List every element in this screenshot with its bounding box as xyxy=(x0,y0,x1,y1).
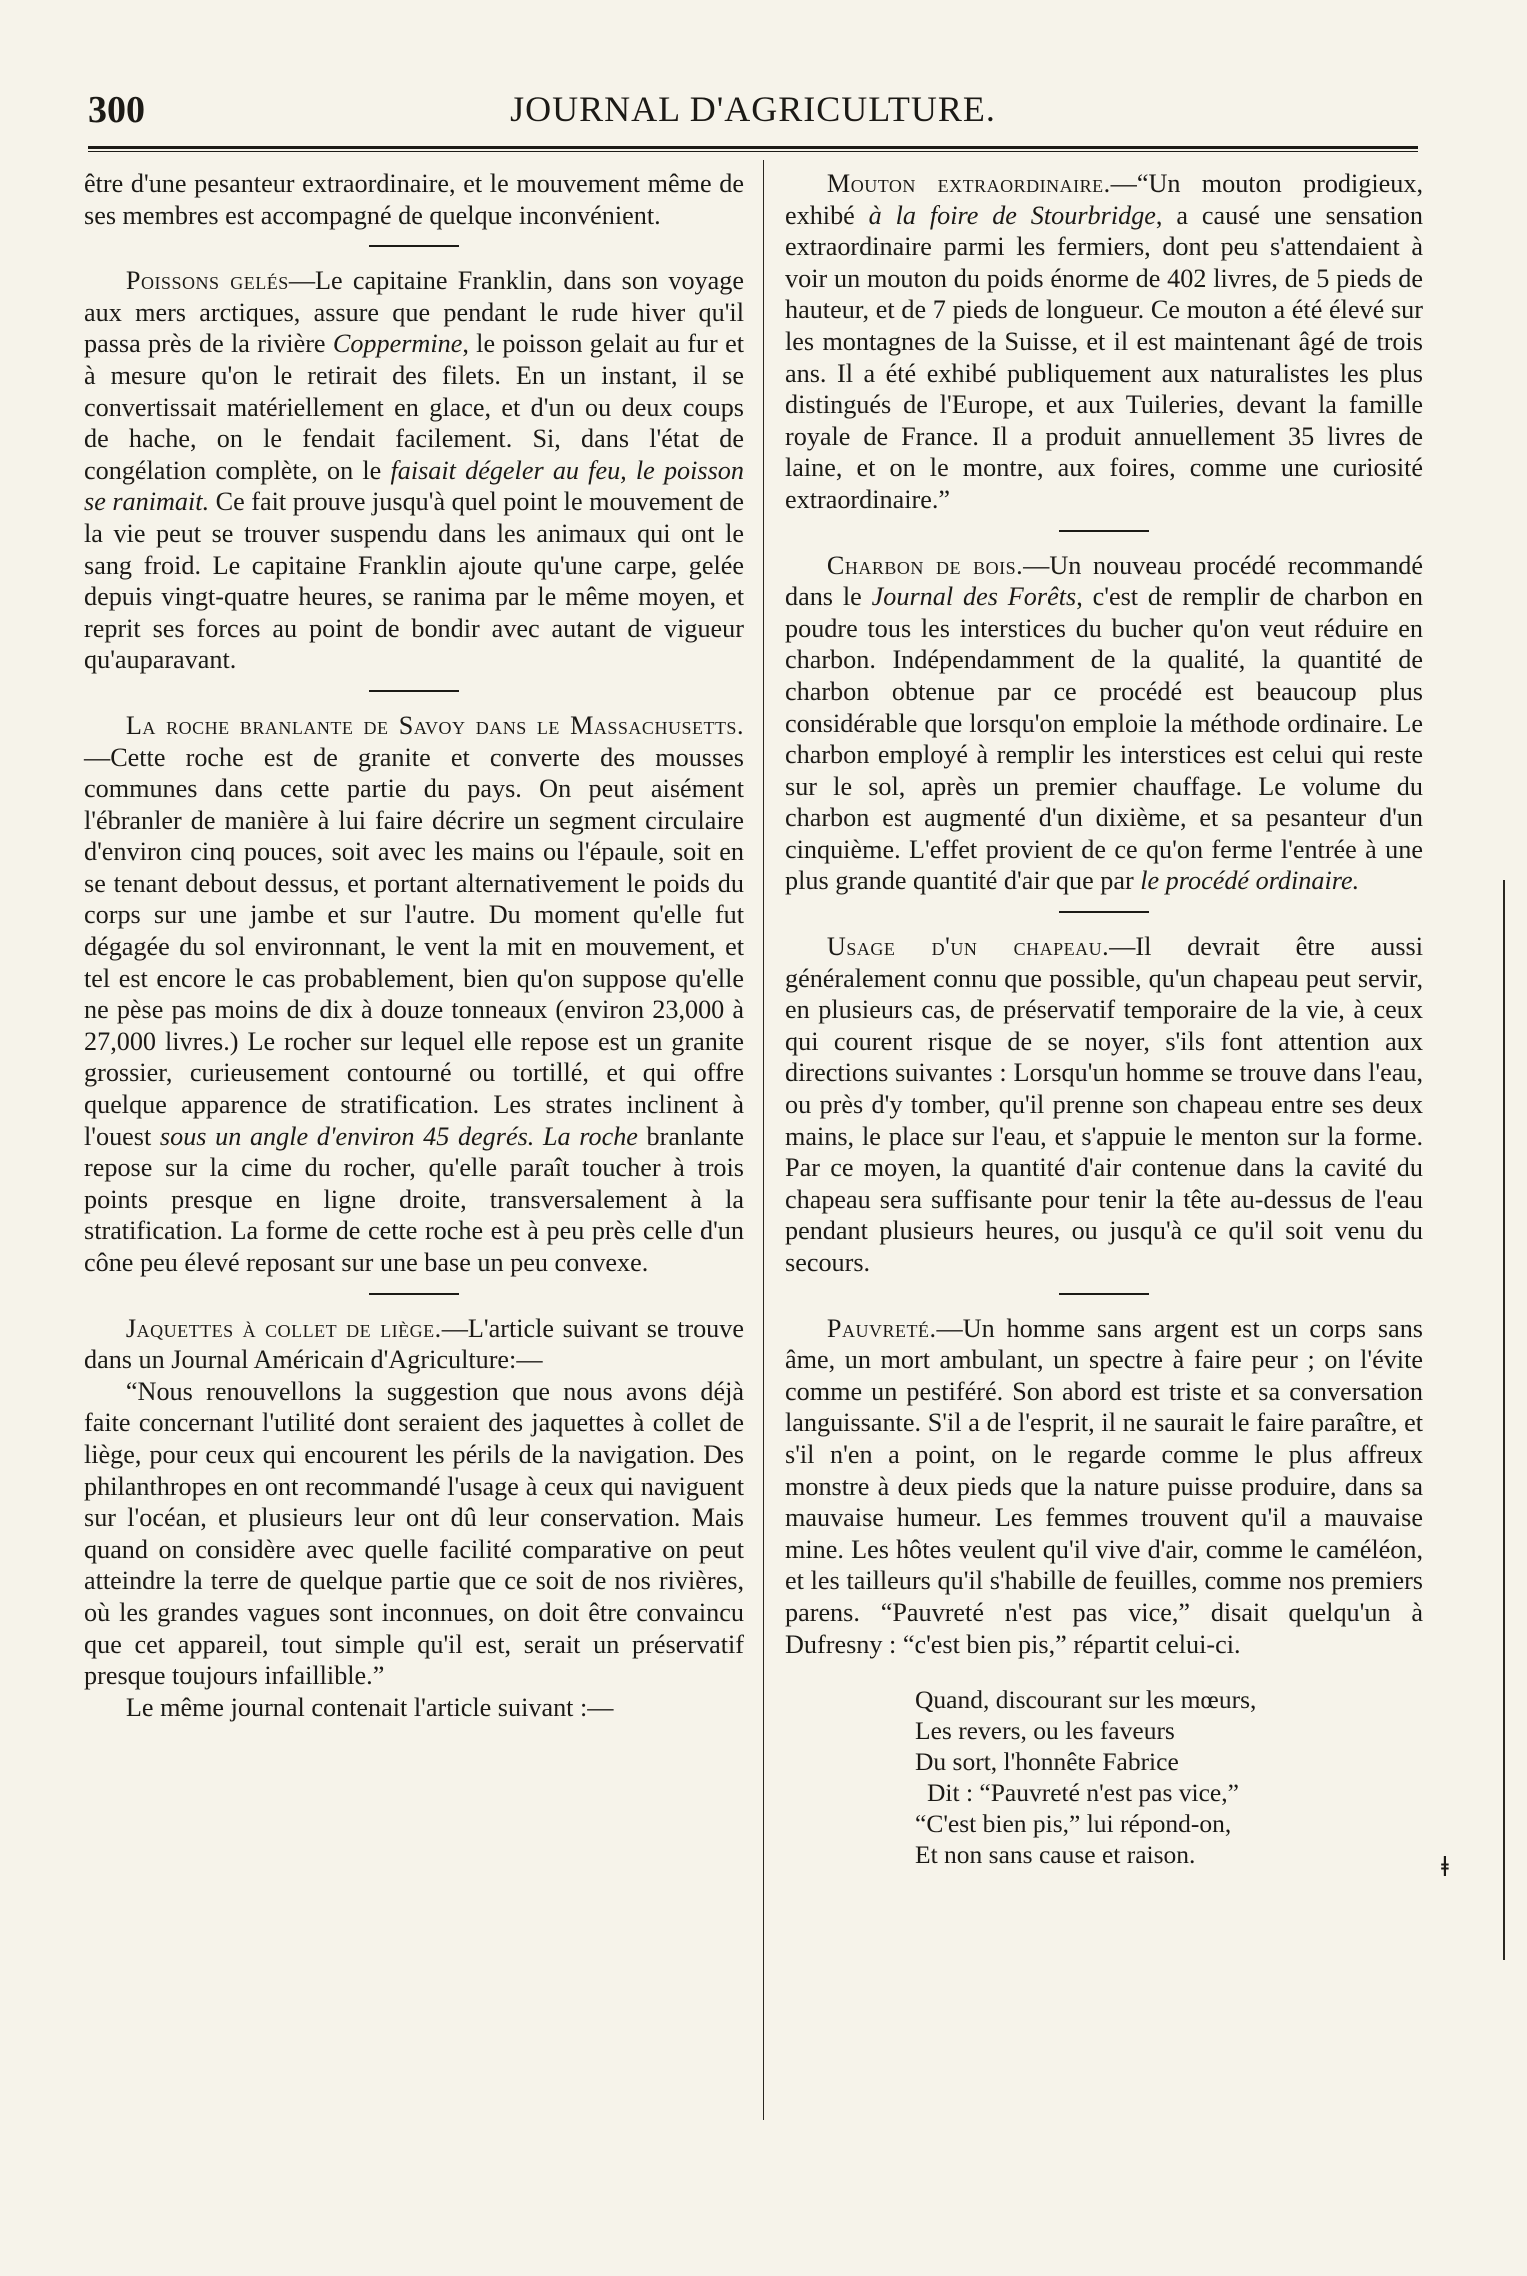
margin-rule xyxy=(1503,880,1505,1960)
separator xyxy=(369,1293,459,1295)
page-number: 300 xyxy=(88,89,145,131)
article-text: , a causé une sensation extraordinaire parmi les fermiers, dont peu s'attendaient à voir un mouton du poids énorme de 402 livres, de 5 pieds de hauteur, et de 7 pieds de longueur. Ce mouton a été élevé sur les montagnes de la Suisse, et il est maintenant âgé de trois ans. Il a été exhibé publiquement aux naturalistes les plus distingués de l'Europe, et aux Tuileries, devant la famille royale de France. Il a produit annuellement 35 livres de laine, et on le montre, aux foires, comme une curiosité extraordinaire.” xyxy=(785,200,1423,514)
separator xyxy=(1059,1293,1149,1295)
article-text: , le poisson gelait au fur et à mesure qu'on le retirait des filets. En un instant, il se convertissait matériellement en glace, et d'un ou deux coups de hache, on le fendait facilement. Si, dans l'état de congélation complète, on le xyxy=(84,329,744,485)
heading-roche: La roche branlante de Savoy dans le Massachusetts. xyxy=(125,710,744,740)
closing-line: Le même journal contenait l'article suivant :— xyxy=(125,1692,614,1722)
article-text: —L'article suivant se trouve dans un Journal Américain d'Agriculture:— xyxy=(84,1313,744,1375)
heading-jaquettes: Jaquettes à collet de liège. xyxy=(125,1313,442,1343)
separator xyxy=(369,245,459,247)
margin-mark: ǂ xyxy=(1441,1852,1449,1883)
article-text: , c'est de remplir de charbon en poudre tous les interstices du bucher qu'on veut réduire en charbon. Indépendamment de la qualité, la quantité de charbon obtenue par ce procédé est beaucoup plus considérable que lorsqu'on emploie la méthode ordinaire. Le charbon employé à remplir les interstices est celui qui reste sur le sol, après un premier chauffage. Le volume du charbon est augmenté d'un dixième, et sa pesanteur d'un cinquième. L'effet provient de ce qu'on ferme l'entrée à une plus grande quantité d'air que par xyxy=(785,582,1424,896)
heading-poissons: Poissons gelés xyxy=(125,266,289,296)
article-italic: à la foire de Stourbridge xyxy=(868,200,1156,230)
article-text: —Un nouveau procédé recommandé dans le xyxy=(785,550,1423,612)
article-charbon xyxy=(785,550,1423,898)
right-column xyxy=(785,168,1423,1870)
article-text: —Un homme sans argent est un corps sans âme, un mort ambulant, un spectre à faire peur ; on l'évite comme un pestiféré. Son abord est triste et sa conversation languissante. S'il a de l'esprit, il ne saurait le faire paraître, et s'il n'en a point, on le regarde comme le plus affreux monstre à deux pieds que la nature puisse produire, dans sa mauvaise humeur. Les femmes trouvent qu'il a mauvaise mine. Les hôtes veulent qu'il vive d'air, comme le caméléon, et les tailleurs qu'il s'habille de feuilles, comme nos premiers parens. “Pauvreté n'est pas vice,” disait quelqu'un à Dufresny : “c'est bien pis,” répartit celui-ci. xyxy=(785,1313,1423,1659)
page-header xyxy=(88,88,1418,138)
article-text: Ce fait prouve jusqu'à quel point le mouvement de la vie peut se trouver suspendu dans les animaux qui ont le sang froid. Le capitaine Franklin ajoute qu'une carpe, gelée depuis vingt-quatre heures, se ranima par le même moyen, et reprit ses forces au point de bondir avec autant de vigueur qu'auparavant. xyxy=(84,487,745,675)
article-italic: Coppermine xyxy=(332,329,463,359)
article-mouton xyxy=(785,168,1423,516)
poem-line: Quand, discourant sur les mœurs, xyxy=(915,1685,1257,1715)
heading-chapeau: Usage d'un chapeau. xyxy=(826,932,1110,962)
article-italic: sous un angle d'environ 45 degrés. La roche xyxy=(159,1121,638,1151)
poem-line: Du sort, l'honnête Fabrice xyxy=(915,1747,1179,1777)
article-jaquettes xyxy=(84,1313,744,1376)
article-italic: faisait dégeler au feu, le poisson se ranimait. xyxy=(84,455,744,517)
intro-paragraph: être d'une pesanteur extraordinaire, et le mouvement même de ses membres est accompagné de quelque inconvénient. xyxy=(84,169,744,230)
column-divider xyxy=(763,160,764,2120)
poem-line: “C'est bien pis,” lui répond-on, xyxy=(915,1809,1232,1839)
article-chapeau xyxy=(785,931,1423,1279)
heading-mouton: Mouton extraordinaire. xyxy=(826,169,1111,198)
header-rule xyxy=(88,146,1418,152)
separator xyxy=(1059,530,1149,532)
poem xyxy=(915,1684,1423,1870)
running-title: JOURNAL D'AGRICULTURE. xyxy=(510,89,996,129)
left-column xyxy=(84,168,744,1723)
article-text: —Cette roche est de granite et converte des mousses communes dans cette partie du pays. On peut aisément l'ébranler de manière à lui faire décrire un segment circulaire d'environ cinq pouces, soit avec les mains ou l'épaule, soit en se tenant debout dessus, et portant alternativement le poids du corps sur une jambe et sur l'autre. Du moment qu'elle fut dégagée du sol environnant, le vent la mit en mouvement, et tel est encore le cas probablement, bien qu'on suppose qu'elle ne pèse pas moins de dix à douze tonneaux (environ 23,000 à 27,000 livres.) Le rocher sur lequel elle repose est un granite grossier, curieusement contourné ou tortillé, et qui offre quelque apparence de stratification. Les strates inclinent à l'ouest xyxy=(84,742,744,1151)
article-italic: Journal des Forêts xyxy=(871,582,1077,612)
separator xyxy=(1059,911,1149,913)
poem-line: Dit : “Pauvreté n'est pas vice,” xyxy=(927,1778,1239,1808)
article-text: —“Un mouton prodigieux, exhibé xyxy=(785,169,1424,230)
article-pauvrete xyxy=(785,1313,1423,1661)
poem-line: Et non sans cause et raison. xyxy=(915,1840,1196,1870)
separator xyxy=(369,690,459,692)
article-text: —Il devrait être aussi généralement connu que possible, qu'un chapeau peut servir, en plusieurs cas, de préservatif temporaire de la vie, à ceux qui courent risque de se noyer, s'ils font attention aux directions suivantes : Lorsqu'un homme se trouve dans l'eau, ou près d'y tomber, qu'il prenne son chapeau entre ses deux mains, le place sur l'eau, et s'appuie le menton sur la forme. Par ce moyen, la quantité d'air contenue dans la cavité du chapeau sera suffisante pour tenir la tête au-dessus de l'eau pendant plusieurs heures, ou jusqu'à ce qu'il soit venu du secours. xyxy=(785,932,1423,1277)
heading-pauvrete: Pauvreté. xyxy=(826,1313,937,1343)
article-text: —Le capitaine Franklin, dans son voyage aux mers arctiques, assure que pendant le rude hiver qu'il passa près de la rivière xyxy=(84,266,744,359)
quote-paragraph: “Nous renouvellons la suggestion que nous avons déjà faite concernant l'utilité dont seraient des jaquettes à collet de liège, pour ceux qui encourent les périls de la navigation. Des philanthropes en ont recommandé l'usage à ceux qui naviguent sur l'océan, et plusieurs leur ont dû leur conservation. Mais quand on considère avec quelle facilité comparative on peut atteindre la terre de quelque partie que ce soit de nos rivières, où les grandes vagues sont inconnues, on doit être convaincu que cet appareil, tout simple qu'il est, serait un préservatif presque toujours infaillible.” xyxy=(84,1376,744,1691)
article-roche xyxy=(84,710,744,1279)
poem-line: Les revers, ou les faveurs xyxy=(915,1716,1175,1746)
article-text: branlante repose sur la cime du rocher, qu'elle paraît toucher à trois points presque en ligne droite, transversalement à la stratification. La forme de cette roche est à peu près celle d'un cône peu élevé reposant sur une base un peu convexe. xyxy=(84,1121,744,1277)
article-poissons xyxy=(84,265,744,676)
heading-charbon: Charbon de bois. xyxy=(826,550,1024,580)
article-italic: le procédé ordinaire. xyxy=(1140,866,1360,896)
